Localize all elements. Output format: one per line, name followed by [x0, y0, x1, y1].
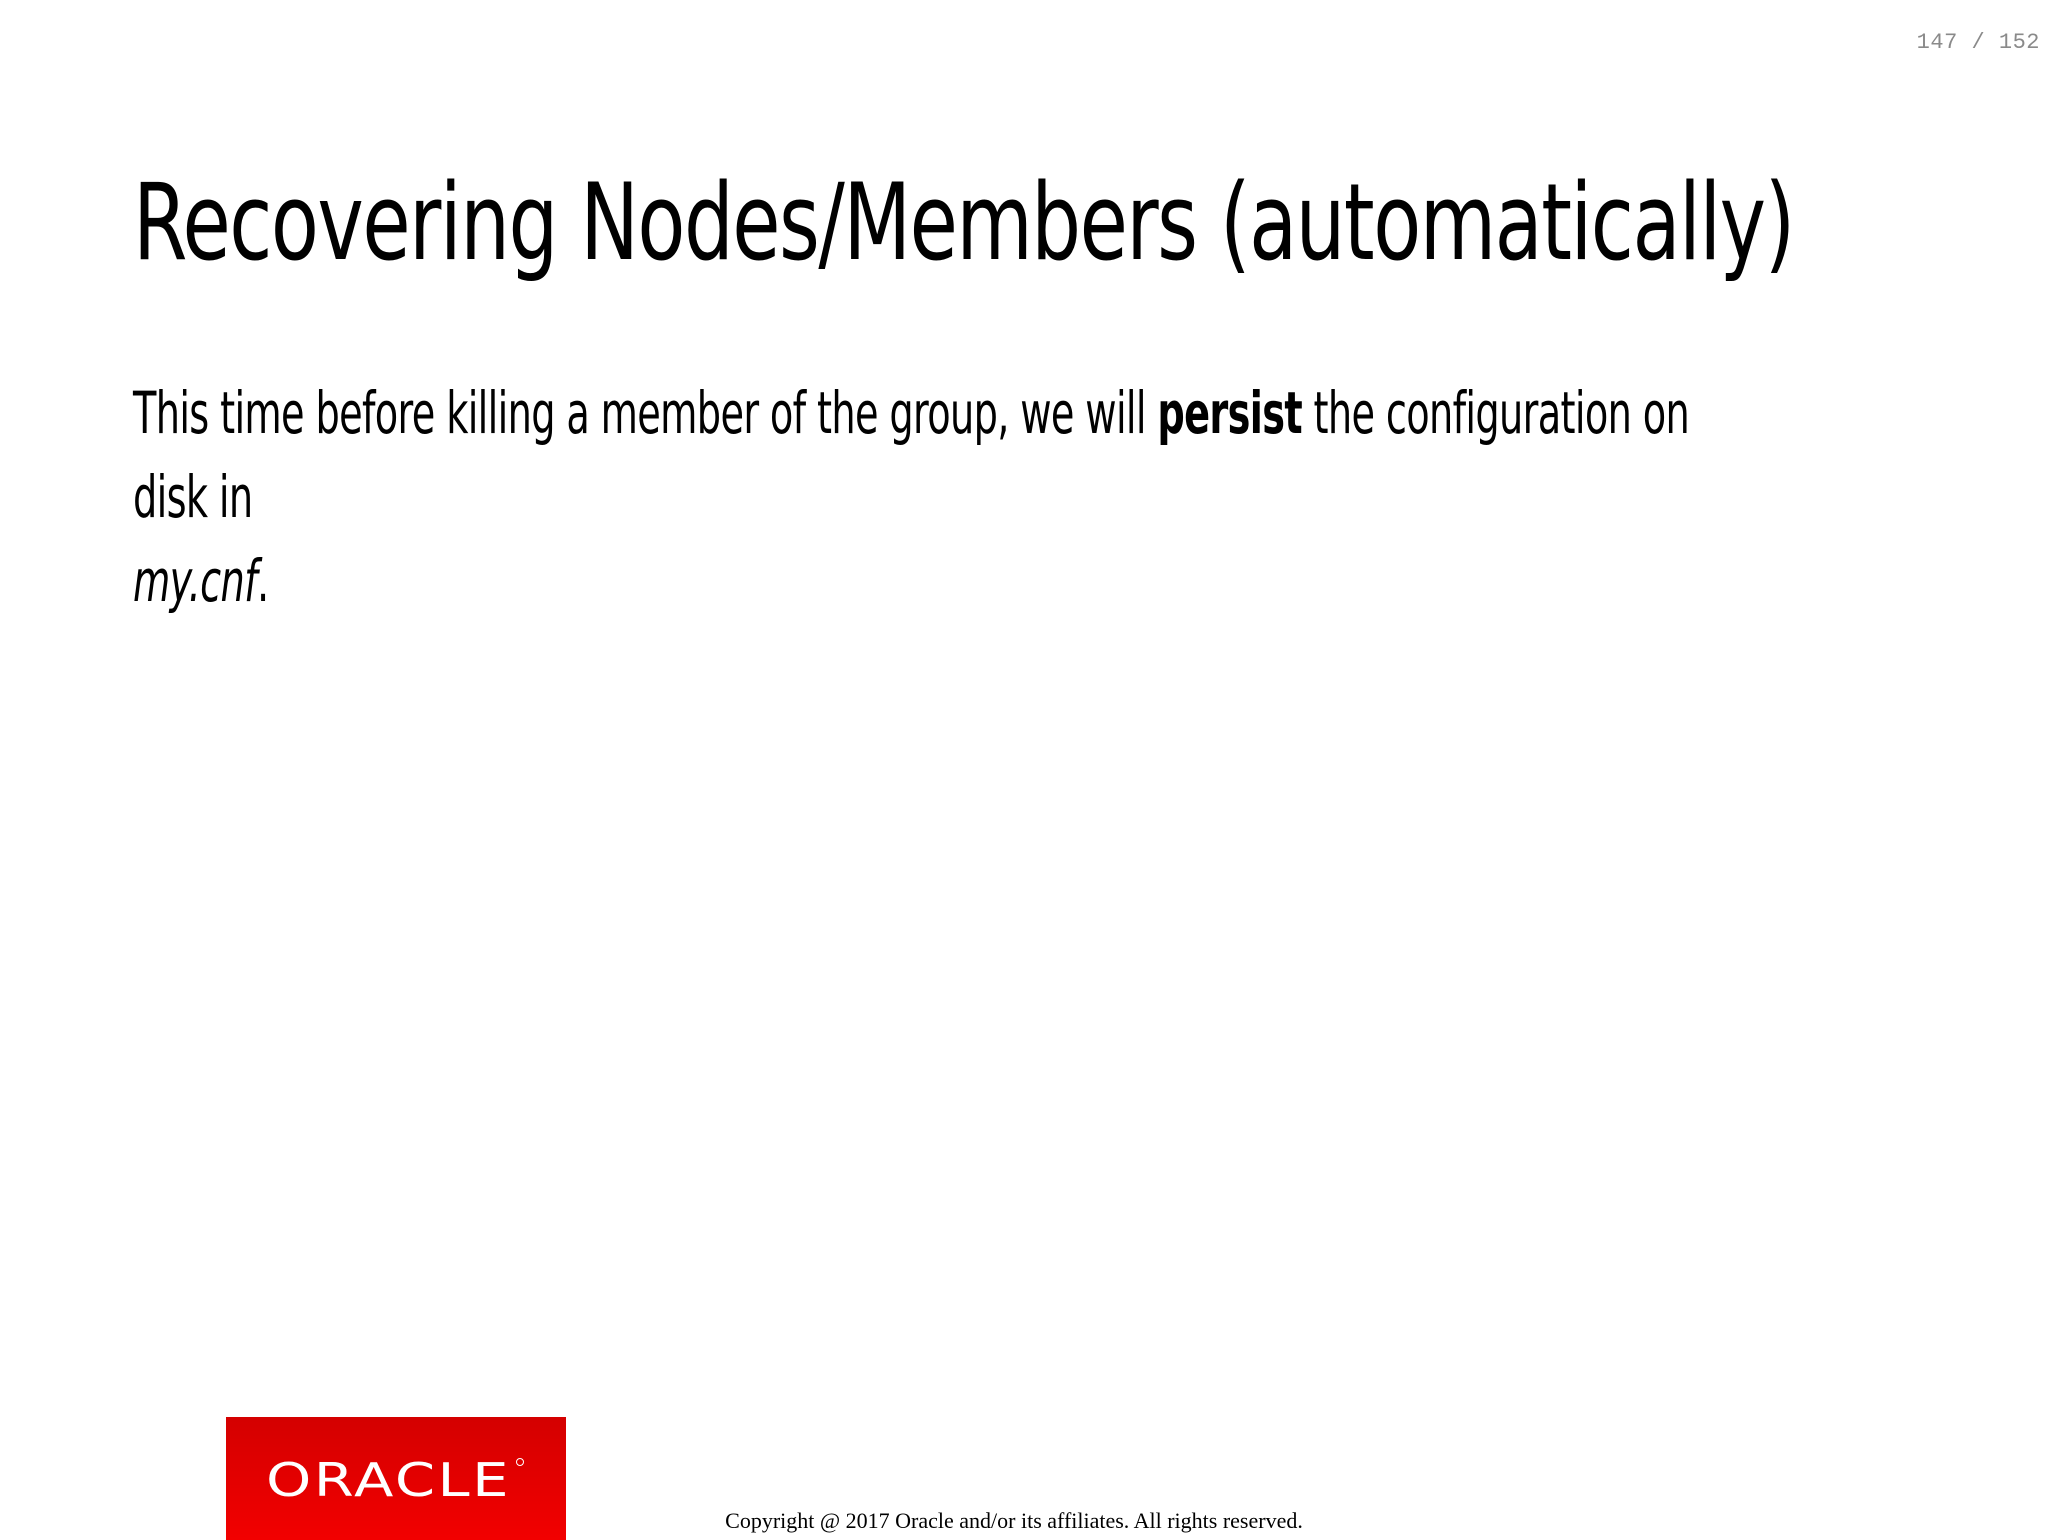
body-text-italic-filename: my.cnf	[133, 547, 257, 615]
body-text-period: .	[256, 547, 269, 615]
copyright-notice	[0, 1508, 2048, 1534]
copyright-text: Copyright @ 2017 Oracle and/or its affiliates. All rights reserved.	[725, 1508, 1303, 1533]
body-text-part1: This time before killing a member of the group, we will	[133, 379, 1158, 447]
registered-mark-icon	[517, 1458, 524, 1465]
slide-body-text	[133, 371, 1717, 623]
slide-title: Recovering Nodes/Members (automatically)	[133, 161, 1794, 284]
oracle-logo-text: ORACLE	[266, 1453, 511, 1504]
body-text-part2: the configuration on disk in	[133, 379, 1690, 531]
page-counter: 147 / 152	[1916, 30, 2040, 55]
body-text-bold-persist: persist	[1157, 379, 1302, 447]
oracle-logo-icon	[266, 1454, 526, 1504]
